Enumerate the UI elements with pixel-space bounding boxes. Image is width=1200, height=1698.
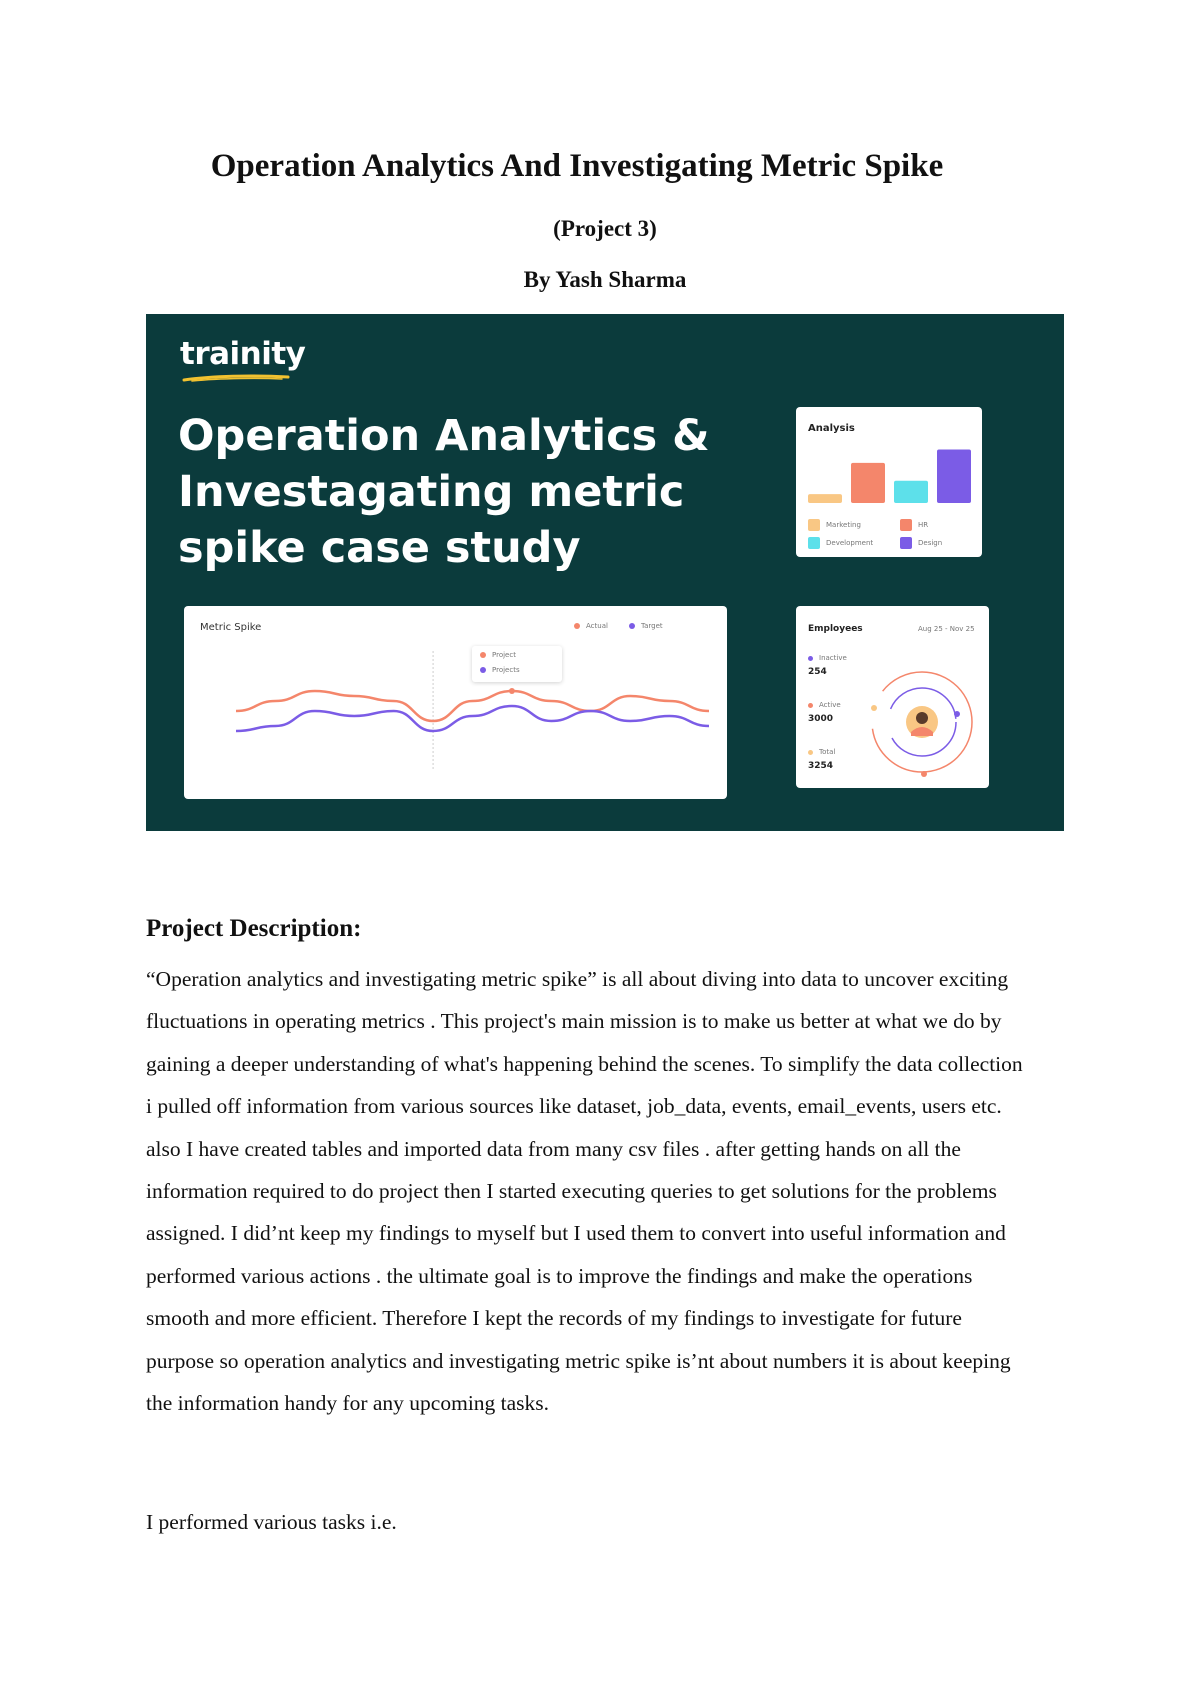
employees-card	[796, 606, 989, 788]
analysis-legend-label: Marketing	[826, 521, 861, 529]
analysis-card-title: Analysis	[808, 423, 855, 434]
employee-stat-value: 3254	[808, 761, 834, 771]
banner-image	[146, 314, 1064, 831]
employees-card-title: Employees	[808, 624, 863, 634]
analysis-bar-hr	[851, 463, 885, 503]
employee-stat-label-text: Total	[819, 748, 836, 756]
stat-dot-icon	[808, 656, 813, 661]
metric-series-target	[236, 706, 709, 731]
legend-swatch-icon	[900, 519, 912, 531]
section-heading: Project Description:	[146, 915, 362, 942]
legend-swatch-icon	[900, 537, 912, 549]
document-author: By Yash Sharma	[523, 267, 687, 292]
tooltip-line-2: Projects	[492, 666, 520, 674]
banner-headline: Operation Analytics & Investagating metric spike case study	[178, 411, 710, 573]
analysis-bar-chart	[796, 437, 982, 517]
analysis-legend-label: HR	[918, 521, 929, 529]
tasks-intro: I performed various tasks i.e.	[146, 1510, 397, 1534]
document-subtitle: (Project 3)	[553, 216, 657, 241]
analysis-legend-item	[900, 537, 942, 549]
employee-stat-label	[808, 748, 835, 756]
document-title: Operation Analytics And Investigating Metric Spike	[210, 148, 944, 184]
tooltip-dot-icon	[480, 652, 486, 658]
project-description-paragraph: “Operation analytics and investigating metric spike” is all about diving into data to uncover exciting fluctuations in operating metrics . This project's main mission is to make us better at what we do by gaining a deeper understanding of what's happening behind the scenes. To simplify the data collection i pulled off information from various sources like dataset, job_data, events, email_events, users etc. also I have created tables and imported data from many csv files . after getting hands on all the information required to do project then I started executing queries to get solutions for the problems assigned. I did’nt keep my findings to myself but I used them to convert into useful information and performed various actions . the ultimate goal is to improve the findings and make the operations smooth and more efficient. Therefore I kept the records of my findings to investigate for future purpose so operation analytics and investigating metric spike is’nt about numbers it is about keeping the information handy for any upcoming tasks.	[146, 967, 1023, 1416]
brand-underline-icon	[182, 374, 290, 382]
metric-spike-card	[184, 606, 727, 799]
legend-swatch-icon	[808, 519, 820, 531]
metric-legend-label: Target	[641, 622, 663, 630]
analysis-legend-item	[808, 519, 861, 531]
analysis-bar-marketing	[808, 494, 842, 503]
metric-tooltip	[472, 646, 562, 682]
employee-stat-label-text: Inactive	[819, 654, 847, 662]
stat-dot-icon	[808, 750, 813, 755]
employee-stat-label	[808, 701, 841, 709]
employees-orbit-icon	[862, 662, 982, 782]
employee-stat-label	[808, 654, 847, 662]
employee-stat-value: 254	[808, 667, 827, 677]
employee-stat-value: 3000	[808, 714, 834, 724]
brand-logo: trainity	[180, 336, 306, 372]
analysis-legend-item	[900, 519, 928, 531]
analysis-bar-development	[894, 481, 928, 503]
analysis-legend-item	[808, 537, 873, 549]
tooltip-line-1: Project	[492, 651, 516, 659]
analysis-legend-label: Design	[918, 539, 943, 547]
analysis-bar-design	[937, 449, 971, 503]
metric-line-chart	[184, 606, 727, 799]
stat-dot-icon	[808, 703, 813, 708]
metric-spike-card-title: Metric Spike	[200, 622, 262, 633]
metric-legend-label: Actual	[586, 622, 608, 630]
analysis-card	[796, 407, 982, 557]
tooltip-dot-icon	[480, 667, 486, 673]
employee-stat-label-text: Active	[819, 701, 841, 709]
analysis-legend-label: Development	[826, 539, 874, 547]
metric-highlight-point	[509, 688, 515, 694]
employees-date-range[interactable]: Aug 25 - Nov 25	[918, 625, 975, 633]
legend-swatch-icon	[808, 537, 820, 549]
